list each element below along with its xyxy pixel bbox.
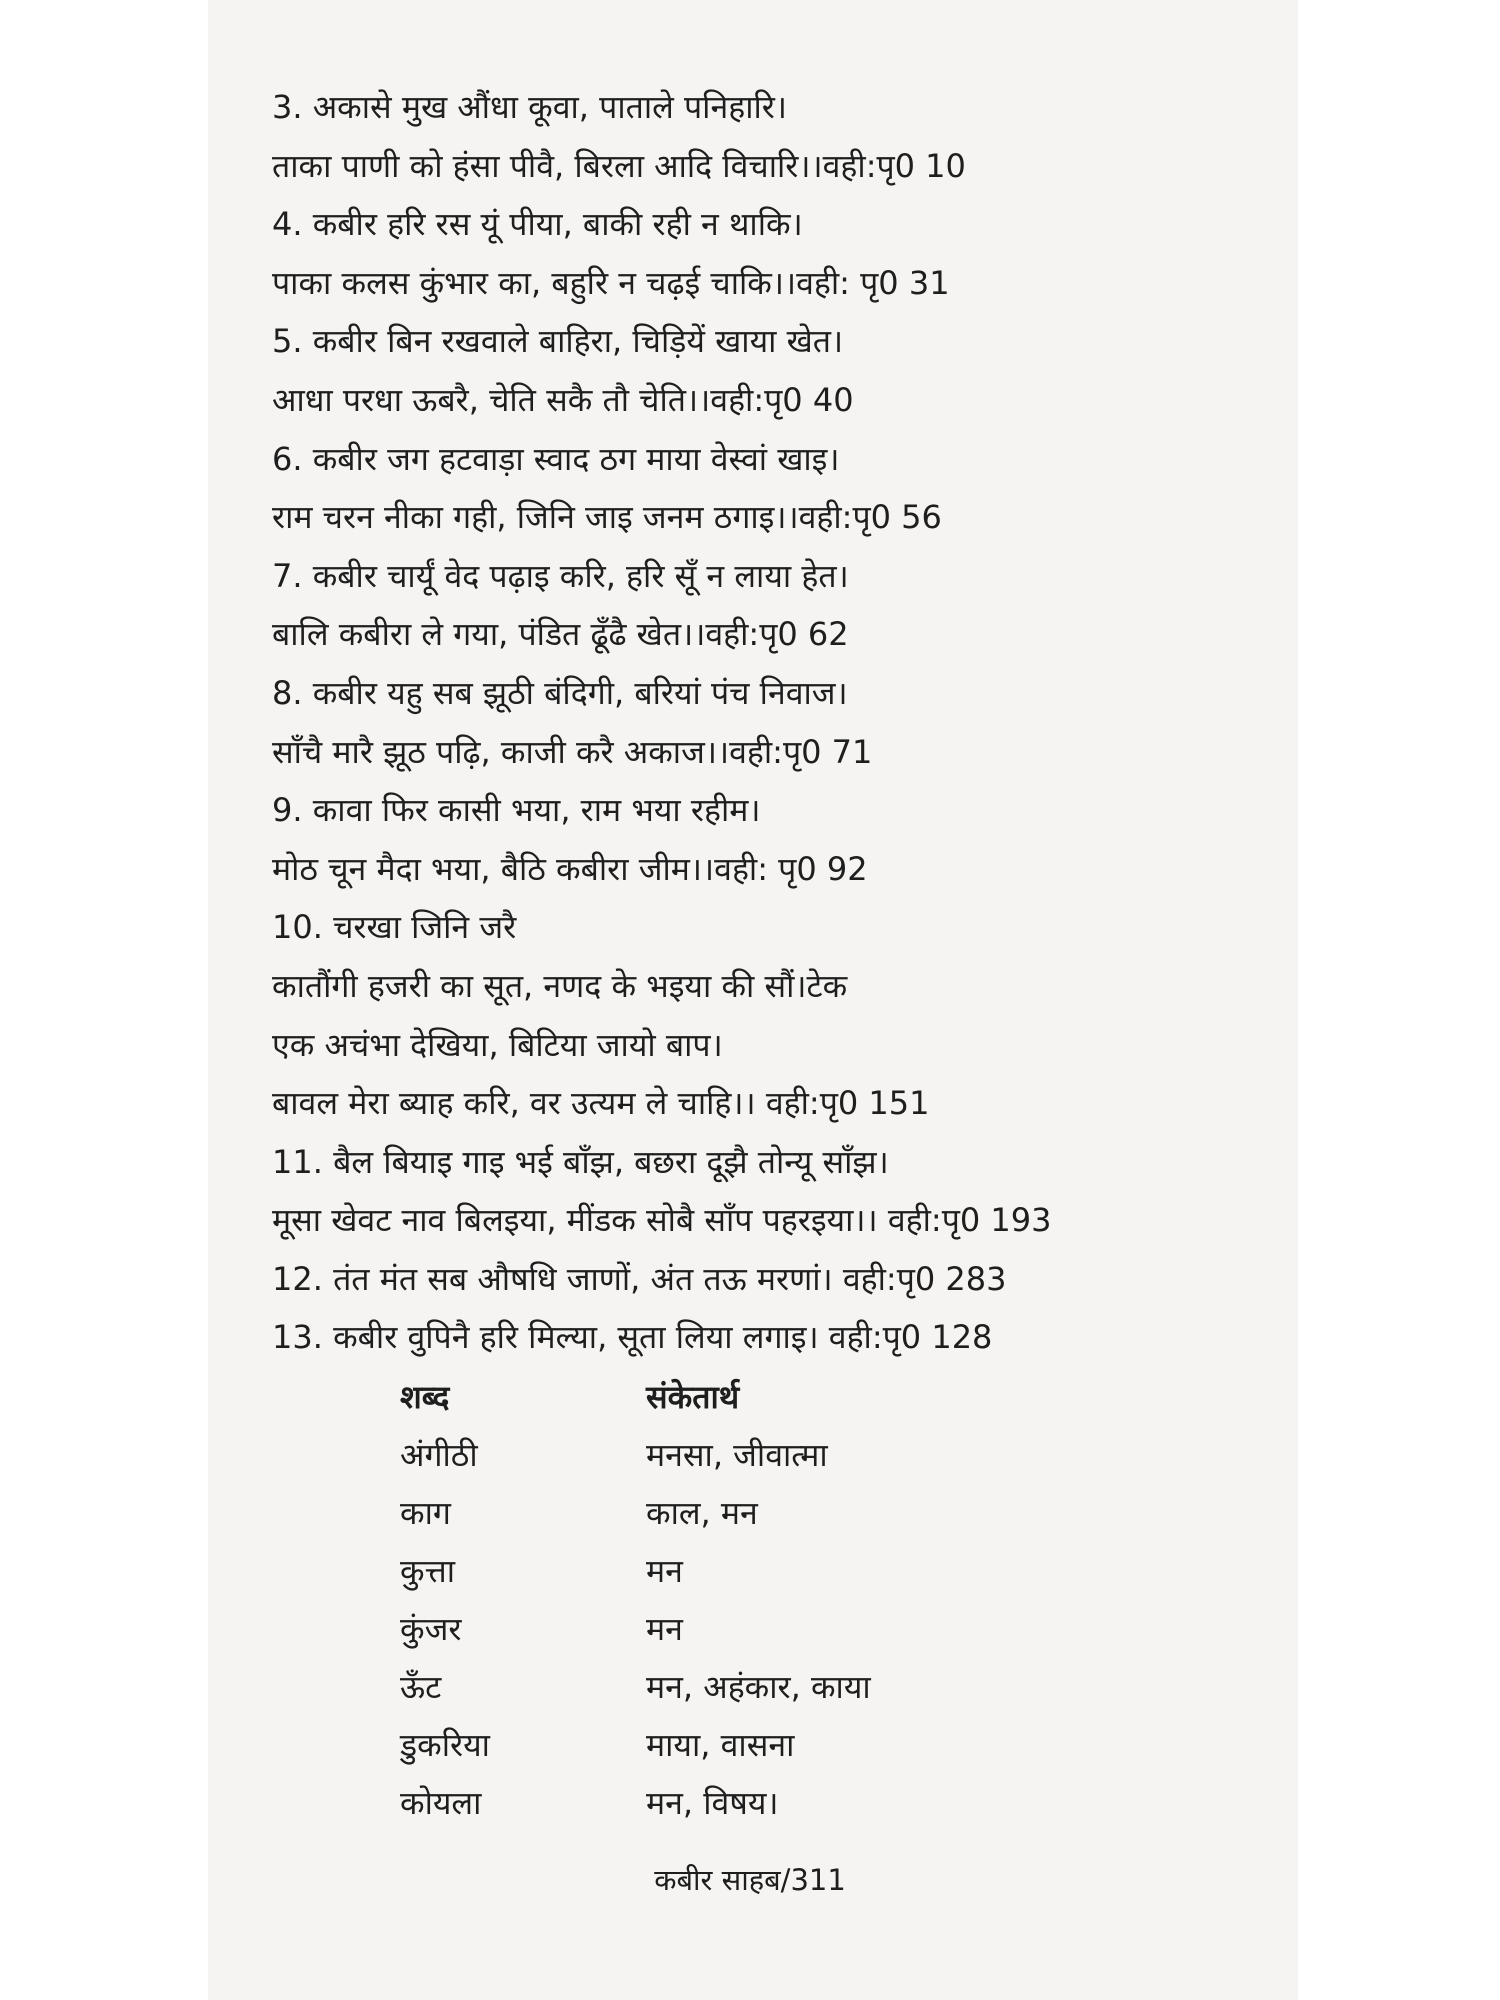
verse-line: 6. कबीर जग हटवाड़ा स्वाद ठग माया वेस्वां खाइ। xyxy=(272,439,840,478)
verse-line: 11. बैल बियाइ गाइ भई बाँझ, बछरा दूझै तोन्यू साँझ। xyxy=(272,1142,889,1181)
verse-line: 7. कबीर चार्यूं वेद पढ़ाइ करि, हरि सूँ न लाया हेत। xyxy=(272,556,849,595)
verse-line: 9. कावा फिर कासी भया, राम भया रहीम। xyxy=(272,791,761,830)
verse-line: मूसा खेवट नाव बिलइया, मींडक सोबै साँप पहरइया।। वही:पृ0 193 xyxy=(272,1201,1052,1240)
glossary-table xyxy=(400,1368,1000,1832)
glossary-meaning: मन xyxy=(646,1610,683,1648)
glossary-meaning: मन xyxy=(646,1552,683,1590)
verse-line: 12. तंत मंत सब औषधि जाणों, अंत तऊ मरणां। वही:पृ0 283 xyxy=(272,1259,1007,1298)
verse-list xyxy=(272,78,1272,1367)
glossary-meaning: मनसा, जीवात्मा xyxy=(646,1436,828,1474)
verse-line: 10. चरखा जिनि जरै xyxy=(272,908,517,947)
glossary-row xyxy=(400,1600,1000,1658)
verse-line: एक अचंभा देखिया, बिटिया जायो बाप। xyxy=(272,1025,723,1064)
verse-line: बालि कबीरा ले गया, पंडित ढूँढै खेत।।वही:पृ0 62 xyxy=(272,615,849,654)
glossary-meaning-header: संकेतार्थ xyxy=(646,1378,740,1416)
glossary-row xyxy=(400,1658,1000,1716)
verse-line: मोठ चून मैदा भया, बैठि कबीरा जीम।।वही: पृ0 92 xyxy=(272,849,868,888)
glossary-meaning: माया, वासना xyxy=(646,1726,795,1764)
verse-line: पाका कलस कुंभार का, बहुरि न चढ़ई चाकि।।वही: पृ0 31 xyxy=(272,263,950,302)
glossary-header xyxy=(400,1368,1000,1426)
glossary-row xyxy=(400,1484,1000,1542)
glossary-term: डुकरिया xyxy=(400,1726,490,1764)
verse-line: 3. अकासे मुख औंधा कूवा, पाताले पनिहारि। xyxy=(272,88,788,126)
page-footer: कबीर साहब/311 xyxy=(654,1863,846,1897)
verse-line: बावल मेरा ब्याह करि, वर उत्यम ले चाहि।। वही:पृ0 151 xyxy=(272,1084,930,1123)
verse-line: 8. कबीर यहु सब झूठी बंदिगी, बरियां पंच निवाज। xyxy=(272,673,848,712)
glossary-term-header: शब्द xyxy=(400,1378,450,1416)
glossary-term: काग xyxy=(400,1494,451,1532)
glossary-term: अंगीठी xyxy=(400,1436,478,1474)
glossary-row xyxy=(400,1774,1000,1832)
glossary-meaning: मन, अहंकार, काया xyxy=(646,1668,871,1706)
glossary-meaning: काल, मन xyxy=(646,1494,758,1532)
glossary-row xyxy=(400,1426,1000,1484)
verse-line: 13. कबीर वुपिनै हरि मिल्या, सूता लिया लगाइ। वही:पृ0 128 xyxy=(272,1318,993,1357)
glossary-row xyxy=(400,1716,1000,1774)
verse-line: 4. कबीर हरि रस यूं पीया, बाकी रही न थाकि। xyxy=(272,205,803,244)
verse-line: कातौंगी हजरी का सूत, नणद के भइया की सौं।टेक xyxy=(272,966,848,1005)
verse-line: राम चरन नीका गही, जिनि जाइ जनम ठगाइ।।वही:पृ0 56 xyxy=(272,498,942,537)
glossary-term: कोयला xyxy=(400,1784,482,1822)
verse-line: आधा परधा ऊबरै, चेति सकै तौ चेति।।वही:पृ0 40 xyxy=(272,380,854,419)
glossary-row xyxy=(400,1542,1000,1600)
glossary-meaning: मन, विषय। xyxy=(646,1784,779,1822)
glossary-term: कुत्ता xyxy=(400,1552,455,1590)
glossary-term: कुंजर xyxy=(400,1610,462,1648)
verse-line: साँचै मारै झूठ पढ़ि, काजी करै अकाज।।वही:पृ0 71 xyxy=(272,732,873,771)
verse-line: ताका पाणी को हंसा पीवै, बिरला आदि विचारि।।वही:पृ0 10 xyxy=(272,146,966,185)
verse-line: 5. कबीर बिन रखवाले बाहिरा, चिड़ियें खाया खेत। xyxy=(272,322,844,361)
glossary-term: ऊँट xyxy=(400,1668,442,1706)
